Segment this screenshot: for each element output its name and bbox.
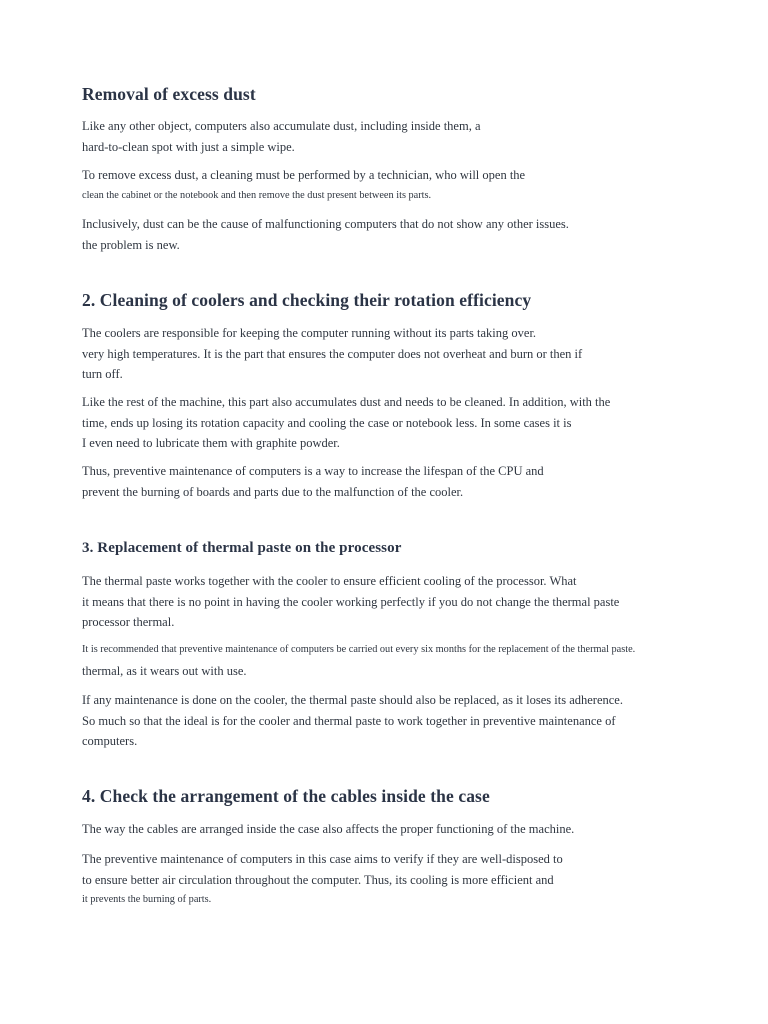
text-line: Like the rest of the machine, this part also accumulates dust and needs to be cleaned. In addition, with the — [82, 395, 611, 409]
section-2-paragraph-1 — [82, 323, 582, 385]
text-line: The coolers are responsible for keeping the computer running without its parts taking over. — [82, 326, 537, 340]
section-3-paragraph-2 — [82, 640, 635, 681]
section-3-heading: 3. Replacement of thermal paste on the processor — [82, 540, 402, 556]
section-1-paragraph-2 — [82, 165, 525, 206]
text-line: I even need to lubricate them with graphite powder. — [82, 436, 340, 450]
text-line: thermal, as it wears out with use. — [82, 663, 247, 678]
text-line: clean the cabinet or the notebook and then remove the dust present between its parts. — [82, 189, 432, 201]
text-line: very high temperatures. It is the part that ensures the computer does not overheat and burn or then if — [82, 346, 583, 361]
text-line: to ensure better air circulation throughout the computer. Thus, its cooling is more efficient and — [82, 872, 554, 887]
text-line: the problem is new. — [82, 237, 180, 252]
text-line: it prevents the burning of parts. — [82, 894, 212, 905]
section-4-paragraph-1 — [82, 819, 574, 840]
section-2-paragraph-2 — [82, 392, 610, 454]
text-line: The way the cables are arranged inside the case also affects the proper functioning of the machine. — [82, 822, 575, 836]
text-line: Inclusively, dust can be the cause of malfunctioning computers that do not show any other issues. — [82, 217, 569, 231]
text-line: turn off. — [82, 367, 123, 381]
section-1-paragraph-3 — [82, 214, 569, 255]
text-line: To remove excess dust, a cleaning must be performed by a technician, who will open the — [82, 168, 526, 182]
section-1-paragraph-1 — [82, 116, 481, 157]
section-3-paragraph-1 — [82, 571, 619, 633]
text-line: If any maintenance is done on the cooler, the thermal paste should also be replaced, as it loses its adherence. — [82, 693, 623, 707]
text-line: Thus, preventive maintenance of computers is a way to increase the lifespan of the CPU and — [82, 464, 544, 478]
section-1-heading: Removal of excess dust — [82, 84, 256, 104]
text-line: hard-to-clean spot with just a simple wipe. — [82, 139, 295, 154]
text-line: prevent the burning of boards and parts due to the malfunction of the cooler. — [82, 484, 464, 499]
text-line: processor thermal. — [82, 615, 175, 629]
text-line: computers. — [82, 734, 138, 748]
section-4-heading: 4. Check the arrangement of the cables inside the case — [82, 786, 490, 806]
text-line: So much so that the ideal is for the cooler and thermal paste to work together in preventive maintenance of — [82, 713, 616, 728]
section-3-paragraph-3 — [82, 690, 623, 752]
text-line: The thermal paste works together with the cooler to ensure efficient cooling of the processor. What — [82, 574, 577, 588]
section-4-paragraph-2 — [82, 849, 563, 911]
text-line: it means that there is no point in having the cooler working perfectly if you do not change the thermal paste — [82, 594, 620, 609]
text-line: time, ends up losing its rotation capacity and cooling the case or notebook less. In some cases it is — [82, 415, 572, 430]
text-line: The preventive maintenance of computers in this case aims to verify if they are well-disposed to — [82, 852, 563, 866]
text-line: Like any other object, computers also accumulate dust, including inside them, a — [82, 119, 481, 133]
section-2-heading: 2. Cleaning of coolers and checking their rotation efficiency — [82, 290, 532, 310]
section-2-paragraph-3 — [82, 461, 544, 502]
text-line: It is recommended that preventive maintenance of computers be carried out every six months for the replacement of the thermal paste. — [82, 644, 636, 655]
